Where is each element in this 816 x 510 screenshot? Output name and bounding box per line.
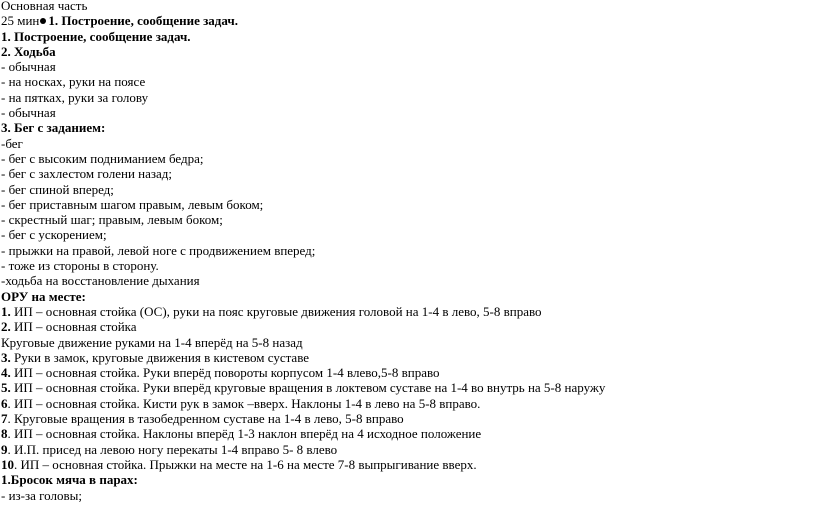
exercise-9 xyxy=(1,442,813,457)
running-item: - бег с захлестом голени назад; xyxy=(1,166,173,182)
bullet-dot-icon xyxy=(40,18,46,24)
running-item: - бег спиной вперед; xyxy=(1,181,114,197)
exercise-10 xyxy=(1,457,813,472)
exercise-text: ИП – основная стойка xyxy=(10,319,137,335)
duration-row xyxy=(1,13,813,28)
exercise-5 xyxy=(1,380,813,395)
exercise-number: 9 xyxy=(1,441,8,457)
exercise-text: ИП – основная стойка. Руки вперёд повороты корпусом 1-4 влево,5-8 вправо xyxy=(10,365,440,381)
heading-2: 2. Ходьба xyxy=(1,43,56,59)
exercise-1 xyxy=(1,304,813,319)
exercise-8 xyxy=(1,426,813,441)
ball-heading: 1.Бросок мяча в парах: xyxy=(1,472,138,488)
ball-item: - из-за головы; xyxy=(1,487,82,503)
heading-3: 3. Бег с заданием: xyxy=(1,120,106,136)
exercise-text: ИП – основная стойка (ОС), руки на пояс круговые движения головой на 1-4 в лево, 5-8 вправо xyxy=(10,303,542,319)
running-item: - бег с ускорением; xyxy=(1,227,107,243)
exercise-2 xyxy=(1,319,813,334)
exercise-text: . ИП – основная стойка. Прыжки на месте на 1-6 на месте 7-8 выпрыгивание вверх. xyxy=(14,456,477,472)
heading-1: 1. Построение, сообщение задач. xyxy=(1,28,191,44)
exercise-6 xyxy=(1,396,813,411)
exercise-text: Руки в замок, круговые движения в кистевом суставе xyxy=(10,349,310,365)
exercise-number: 5. xyxy=(1,380,11,396)
running-item: -ходьба на восстановление дыхания xyxy=(1,273,200,289)
exercise-2-continued: Круговые движение руками на 1-4 вперёд на 5-8 назад xyxy=(1,334,303,350)
exercise-number: 8 xyxy=(1,426,8,442)
duration-text: 25 мин xyxy=(1,13,40,29)
walking-item: - на пятках, руки за голову xyxy=(1,89,149,105)
running-item: - прыжки на правой, левой ноге с продвижением вперед; xyxy=(1,242,316,258)
oru-heading: ОРУ на месте: xyxy=(1,288,86,304)
running-item: - бег с высоким подниманием бедра; xyxy=(1,150,204,166)
exercise-text: . ИП – основная стойка. Наклоны вперёд 1-3 наклон вперёд на 4 исходное положение xyxy=(7,426,482,442)
exercise-text: ИП – основная стойка. Руки вперёд круговые вращения в локтевом суставе на 1-4 во внутрь на 5-8 наружу xyxy=(10,380,606,396)
duration-heading: 1. Построение, сообщение задач. xyxy=(48,13,238,29)
exercise-number: 10 xyxy=(1,456,14,472)
exercise-number: 1. xyxy=(1,303,11,319)
walking-item: - обычная xyxy=(1,59,56,75)
walking-item: - на носках, руки на поясе xyxy=(1,74,146,90)
exercise-text: . ИП – основная стойка. Кисти рук в замок –вверх. Наклоны 1-4 в лево на 5-8 вправо. xyxy=(7,395,481,411)
exercise-number: 3. xyxy=(1,349,11,365)
running-item: - тоже из стороны в сторону. xyxy=(1,258,159,274)
exercise-number: 6 xyxy=(1,395,8,411)
running-item: -бег xyxy=(1,135,23,151)
section-title: Основная часть xyxy=(1,0,88,13)
exercise-text: . И.П. присед на левою ногу перекаты 1-4 вправо 5- 8 влево xyxy=(7,441,338,457)
exercise-4 xyxy=(1,365,813,380)
document-body xyxy=(1,0,813,503)
running-item: - бег приставным шагом правым, левым боком; xyxy=(1,196,264,212)
exercise-number: 7 xyxy=(1,411,8,427)
walking-item: - обычная xyxy=(1,105,56,121)
exercise-3 xyxy=(1,350,813,365)
exercise-7 xyxy=(1,411,813,426)
running-item: - скрестный шаг; правым, левым боком; xyxy=(1,212,223,228)
exercise-number: 2. xyxy=(1,319,11,335)
exercise-text: . Круговые вращения в тазобедренном суставе на 1-4 в лево, 5-8 вправо xyxy=(7,411,404,427)
exercise-number: 4. xyxy=(1,365,11,381)
